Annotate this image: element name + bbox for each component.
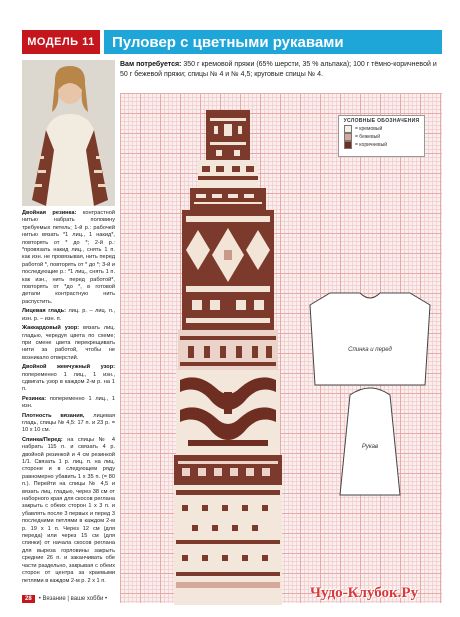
page-footer [22,592,222,606]
model-photo-illustration [22,60,115,206]
page-number: 28 [22,595,35,603]
chart-band [198,160,258,188]
page-title: Пуловер с цветными рукавами [104,30,442,54]
model-badge: МОДЕЛЬ 11 [22,30,100,54]
instruction-paragraph [22,396,115,411]
instruction-paragraph [22,308,115,323]
materials-body: 350 г кремовой пряжи (65% шерсти, 35 % альпака); 100 г тёмно-коричневой и 50 г бежевой пряжи; спицы № 4 и № 4,5; круговые спицы № 4. [120,61,437,78]
watermark: Чудо-Клубок.Ру [310,585,419,601]
instruction-label: Плотность вязания, [22,412,85,419]
instruction-paragraph [22,364,115,394]
footer-text: • Вязание | ваше хобби • [38,596,108,602]
instruction-paragraph [22,437,115,585]
materials-text [120,60,442,79]
instructions-column [22,210,115,587]
schematics [300,255,440,505]
model-photo [22,60,115,206]
instruction-label: Двойной жемчужный узор: [22,364,115,371]
legend-item [339,133,424,141]
instruction-text: на спицы № 4 набрать 115 п. и связать 4 р. двойной резинкой и 4 см резинкой 1/1. Связать 1 р. лиц. п. на лиц. стороне и в следующем ряду равномерно убавить 1 х 35 п. (= 80 п.). Перейти на спицы № 4,5 и вязать лиц. гладью, через 38 см от наборного края для скосов реглана закрыть с обеих сторон 1 х 3 п. и убавлять после 3 первых и перед 3 последними петлями в каждом 2-м р. 19 х 1 п. Через 12 см (для переда) или через 15 см (для спинки) от начала скосов реглана для выреза горловины закрыть средние 26 п. и заканчивать обе части раздельно, закрывая с обеих сторон от центра за краевыми петлями в каждом 2-м р. 2 х 1 п. [22,436,115,584]
legend-box [338,115,425,157]
instruction-label: Спинка/Перед: [22,436,63,443]
sleeve-schematic [340,388,400,495]
legend-label: = коричневый [355,142,388,148]
legend-swatch [344,133,352,141]
instruction-paragraph [22,210,115,306]
instruction-label: Жаккардовый узор: [22,325,80,332]
instruction-paragraph [22,325,115,362]
chart-band [190,188,266,210]
instruction-text: попеременно 1 лиц., 1 изн. [22,395,115,410]
legend-label: = кремовый [355,126,383,132]
instruction-text: вязать лиц. гладью, чередуя цвета по схеме; при смене цвета перекрещивать нити за работой, чтобы не возникало отверстий. [22,325,115,361]
legend-swatch [344,125,352,133]
page-header [22,30,442,54]
body-schematic [310,293,430,385]
legend-label: = бежевый [355,134,381,140]
legend-title: УСЛОВНЫЕ ОБОЗНАЧЕНИЯ [343,118,420,124]
chart-motif [176,582,280,588]
instruction-label: Резинка: [22,395,47,402]
instruction-text: лицевая гладь, спицы № 4,5: 17 п. и 23 р. = 10 х 10 см. [22,412,116,434]
instruction-label: Двойная резинка: [22,210,77,216]
sleeve-schematic-label: Рукав [361,444,379,450]
instruction-text: попеременно 1 лиц., 1 изн., сдвигать узор в каждом 2-м р. на 1 п. [22,371,115,393]
legend-item [339,141,424,149]
instruction-paragraph [22,413,115,435]
materials-label: Вам потребуется: [120,61,182,68]
legend-item [339,125,424,133]
instruction-text: контрастной нитью набрать половину требуемых петель; 1-й р.: рабочей нитью вязать *1 лиц., 1 накид*, повторять от * до *; 2-й р.: *провязать накид лиц., снять 1 п. как изн. не провязывая, нить перед работой *, повторять от * до *; 3-й и последующие р.: *1 лиц., снять 1 п. как изн., нить перед работой*, повторять от *до *, в готовой детали контрастную нить распустить. [22,210,115,305]
chart-motif [224,250,232,260]
instruction-label: Лицевая гладь: [22,308,66,315]
jacquard-chart [158,110,298,605]
legend-swatch [344,141,352,149]
instruction-text: лиц. р. – лиц. п., изн. р. – изн. п. [22,308,115,322]
body-schematic-label: Спинка и перед [348,347,392,353]
